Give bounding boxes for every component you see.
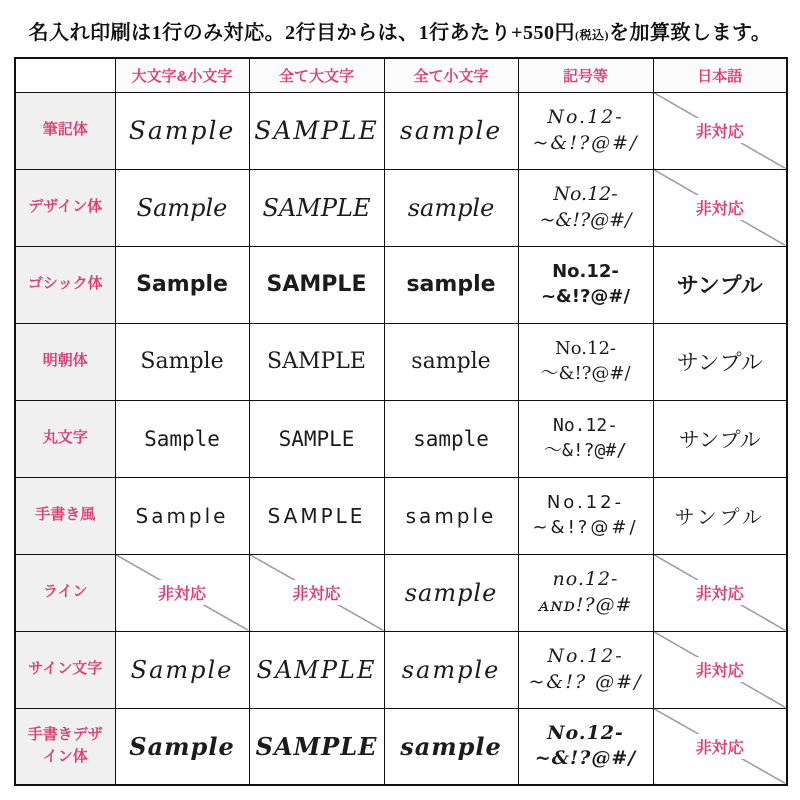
sample-text: SAMPLE xyxy=(267,349,366,374)
not-supported-cell xyxy=(653,554,787,631)
sample-text: SAMPLE xyxy=(267,503,366,528)
symbol-line2: ~&!?@#/ xyxy=(532,131,639,154)
sample-cell xyxy=(653,323,787,400)
table-row-script xyxy=(15,92,787,169)
sample-text: sample xyxy=(400,731,502,761)
sample-cell xyxy=(115,400,249,477)
sample-cell xyxy=(115,246,249,323)
sample-text: サンプル xyxy=(676,351,763,376)
not-supported-label: 非対応 xyxy=(691,195,749,220)
row-label: 丸文字 xyxy=(15,400,115,477)
sample-text: sample xyxy=(401,655,501,684)
sample-text: sample xyxy=(411,349,491,374)
sample-text: SAMPLE xyxy=(254,116,379,145)
symbol-line2: ᴀɴᴅ!?@# xyxy=(538,593,633,616)
not-supported-cell xyxy=(653,631,787,708)
page-title xyxy=(0,0,800,45)
symbol-line1: No.12- xyxy=(546,492,625,514)
row-label: ゴシック体 xyxy=(15,246,115,323)
table-row-design xyxy=(15,169,787,246)
sample-cell xyxy=(249,477,384,554)
symbol-line1: No.12- xyxy=(555,338,616,360)
not-supported-cell xyxy=(653,169,787,246)
not-supported-label: 非対応 xyxy=(287,580,345,605)
row-label: 手書きデザイン体 xyxy=(15,708,115,785)
symbol-line2: ~&!? @#/ xyxy=(528,670,643,693)
sample-cell xyxy=(384,169,518,246)
sample-text: Sample xyxy=(144,426,220,451)
sample-cell xyxy=(249,708,384,785)
sample-cell xyxy=(249,400,384,477)
sample-cell xyxy=(115,92,249,169)
table-row-line xyxy=(15,554,787,631)
symbol-line1: No.12- xyxy=(547,105,624,128)
sample-text: Sample xyxy=(135,503,229,528)
not-supported-cell xyxy=(653,708,787,785)
sample-text: sample xyxy=(405,503,497,528)
sample-cell xyxy=(249,92,384,169)
sample-cell xyxy=(249,169,384,246)
sample-text: Sample xyxy=(128,116,236,145)
sample-cell xyxy=(115,708,249,785)
sample-text: sample xyxy=(406,272,496,297)
symbol-cell xyxy=(518,554,653,631)
sample-cell xyxy=(384,400,518,477)
header-cell-all-lower: 全て小文字 xyxy=(384,58,518,92)
symbol-cell xyxy=(518,477,653,554)
sample-text: サンプル xyxy=(678,427,761,452)
symbol-cell xyxy=(518,169,653,246)
header-cell-upper-lower: 大文字&小文字 xyxy=(115,58,249,92)
row-label: 筆記体 xyxy=(15,92,115,169)
symbol-line1: No.12- xyxy=(553,182,618,205)
title-text-main: 名入れ印刷は1行のみ対応。2行目からは、1行あたり+550円 xyxy=(28,22,575,44)
title-text-tail: を加算致します。 xyxy=(609,22,772,44)
table-row-signature xyxy=(15,631,787,708)
sample-text: SAMPLE xyxy=(255,731,378,761)
sample-cell xyxy=(249,323,384,400)
sample-cell xyxy=(384,477,518,554)
symbol-cell xyxy=(518,708,653,785)
sample-cell xyxy=(653,477,787,554)
sample-cell xyxy=(384,323,518,400)
sample-text: SAMPLE xyxy=(266,272,367,297)
symbol-line1: No.12- xyxy=(547,721,624,744)
sample-text: Sample xyxy=(136,193,228,222)
sample-cell xyxy=(384,92,518,169)
sample-cell xyxy=(115,631,249,708)
sample-cell xyxy=(115,477,249,554)
symbol-line1: no.12- xyxy=(552,567,619,590)
not-supported-label: 非対応 xyxy=(691,734,749,759)
row-label: サイン文字 xyxy=(15,631,115,708)
row-label: 明朝体 xyxy=(15,323,115,400)
sample-cell xyxy=(653,246,787,323)
header-cell-japanese: 日本語 xyxy=(653,58,787,92)
sample-text: SAMPLE xyxy=(278,426,355,451)
table-row-brush xyxy=(15,708,787,785)
symbol-line2: ~&!?@#/ xyxy=(539,208,632,231)
header-row xyxy=(15,58,787,92)
sample-cell xyxy=(249,246,384,323)
not-supported-cell xyxy=(653,92,787,169)
sample-text: sample xyxy=(407,193,495,222)
sample-cell xyxy=(384,246,518,323)
sample-text: SAMPLE xyxy=(262,193,371,222)
sample-cell xyxy=(384,554,518,631)
not-supported-cell xyxy=(249,554,384,631)
symbol-line2: ~&!?@#/ xyxy=(540,285,631,307)
row-label: 手書き風 xyxy=(15,477,115,554)
symbol-cell xyxy=(518,92,653,169)
title-text-tax-note: (税込) xyxy=(575,28,609,42)
not-supported-label: 非対応 xyxy=(691,657,749,682)
sample-text: SAMPLE xyxy=(256,655,377,684)
sample-text: Sample xyxy=(130,655,234,684)
symbol-cell xyxy=(518,631,653,708)
sample-text: sample xyxy=(404,578,498,607)
header-cell-symbols: 記号等 xyxy=(518,58,653,92)
table-row-rounded xyxy=(15,400,787,477)
sample-text: sample xyxy=(399,116,503,145)
table-row-handwriting xyxy=(15,477,787,554)
symbol-cell xyxy=(518,400,653,477)
symbol-cell xyxy=(518,246,653,323)
symbol-cell xyxy=(518,323,653,400)
not-supported-label: 非対応 xyxy=(153,580,211,605)
font-style-table xyxy=(14,57,788,786)
symbol-line2: ~&!?@#/ xyxy=(532,516,639,538)
not-supported-label: 非対応 xyxy=(691,580,749,605)
sample-text: サンプル xyxy=(674,505,765,529)
sample-cell xyxy=(249,631,384,708)
header-cell-all-upper: 全て大文字 xyxy=(249,58,384,92)
not-supported-cell xyxy=(115,554,249,631)
sample-text: Sample xyxy=(140,349,224,374)
symbol-line2: ～&!?@#/ xyxy=(540,362,631,384)
header-cell-empty xyxy=(15,58,115,92)
symbol-line2: ～&!?@#/ xyxy=(543,439,628,461)
not-supported-label: 非対応 xyxy=(691,118,749,143)
sample-text: サンプル xyxy=(676,274,763,299)
sample-text: Sample xyxy=(136,272,228,297)
row-label: ライン xyxy=(15,554,115,631)
symbol-line1: No.12- xyxy=(552,415,619,437)
symbol-line1: No.12- xyxy=(547,644,624,667)
sample-text: Sample xyxy=(129,731,235,761)
sample-cell xyxy=(115,169,249,246)
table-row-mincho xyxy=(15,323,787,400)
sample-cell xyxy=(384,631,518,708)
sample-cell xyxy=(653,400,787,477)
symbol-line2: ~&!?@#/ xyxy=(534,747,637,770)
sample-text: sample xyxy=(413,426,489,451)
sample-cell xyxy=(384,708,518,785)
sample-cell xyxy=(115,323,249,400)
row-label: デザイン体 xyxy=(15,169,115,246)
table-row-gothic xyxy=(15,246,787,323)
symbol-line1: No.12- xyxy=(552,261,619,283)
